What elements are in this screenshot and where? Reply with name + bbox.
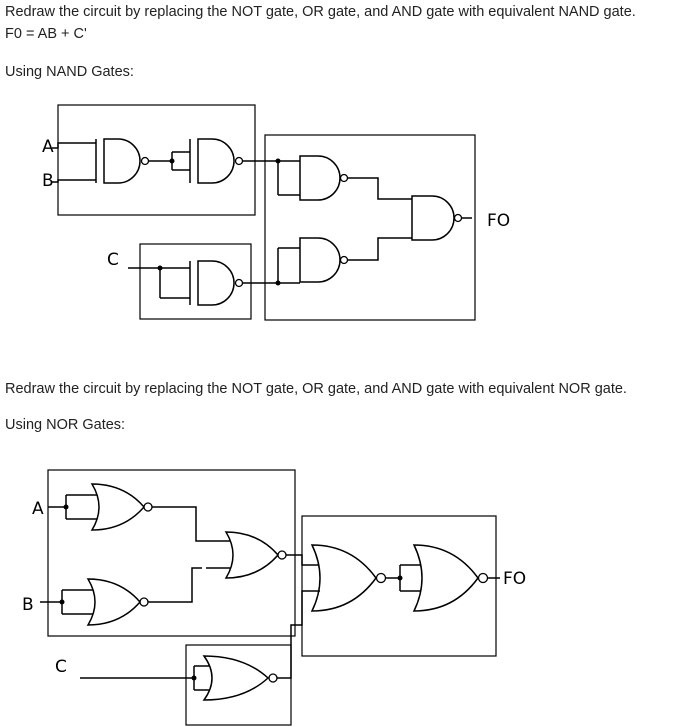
nor-label-c: C xyxy=(55,657,67,677)
nor-gate-3-body xyxy=(226,532,278,578)
nor-label-b: B xyxy=(22,595,34,615)
nor-gate-3-bubble xyxy=(278,551,286,559)
nor-gate-4-body xyxy=(312,545,376,611)
nor-gate-1-bubble xyxy=(144,503,152,511)
nor-gate-6-bubble xyxy=(269,674,277,682)
nor-gate-5-body xyxy=(414,545,478,611)
nand-gate-5-bubble xyxy=(455,215,462,222)
nand-gate-4-inputs xyxy=(160,268,190,298)
nand-gate-6-bubble xyxy=(341,257,348,264)
nor-gate-2-inputs xyxy=(62,590,96,614)
nand-gate-5-body xyxy=(412,196,454,240)
nand-instruction: Redraw the circuit by replacing the NOT gate, OR gate, and AND gate with equivalent NAND gate. xyxy=(5,4,636,20)
nor-subheading: Using NOR Gates: xyxy=(5,417,126,433)
nor-gate-5-bubble xyxy=(479,574,488,583)
nand-wire-g3-g5 xyxy=(347,178,412,199)
nor-gate-2-body xyxy=(88,579,140,625)
nor-gate-5-inputs xyxy=(400,565,422,591)
nor-wire-g3-g4 xyxy=(286,555,320,565)
nand-gate-6-inputs xyxy=(278,248,300,283)
nand-gate-4-bubble xyxy=(236,280,243,287)
nor-gate-2-bubble xyxy=(140,598,148,606)
nor-gate-4-bubble xyxy=(377,574,386,583)
nand-gate-2-inputs xyxy=(172,152,190,170)
nand-diagram xyxy=(42,105,510,320)
nand-label-a: A xyxy=(42,137,54,157)
nor-gate-6-body xyxy=(204,656,268,700)
nor-gate-6-inputs xyxy=(194,666,212,690)
nor-wire-g6-g4 xyxy=(277,591,320,678)
nor-gate-1-body xyxy=(92,484,144,530)
nand-gate-3-body xyxy=(300,156,340,200)
nor-gate-1-inputs xyxy=(66,495,100,519)
nand-wire-b xyxy=(52,180,96,182)
nor-wire-g2-g3 xyxy=(148,568,236,602)
nand-label-fo: FO xyxy=(487,211,511,231)
nand-gate-1-body xyxy=(104,139,140,183)
nand-gate-6-body xyxy=(300,238,340,282)
nor-diagram xyxy=(22,470,526,725)
nand-label-c: C xyxy=(107,250,119,270)
nand-label-b: B xyxy=(42,171,54,191)
nor-wire-g1-g3 xyxy=(152,507,236,541)
nand-wire-g6-g5 xyxy=(347,238,412,260)
expression: F0 = AB + C' xyxy=(5,26,87,42)
nand-wire-a xyxy=(52,143,96,148)
nand-gate-4-body xyxy=(198,261,234,305)
nand-gate-1-bubble xyxy=(142,158,149,165)
nand-subheading: Using NAND Gates: xyxy=(5,64,134,80)
nand-gate-2-body xyxy=(198,139,234,183)
nand-gate-3-bubble xyxy=(341,175,348,182)
nand-gate-3-inputs xyxy=(278,161,300,195)
nor-instruction: Redraw the circuit by replacing the NOT gate, OR gate, and AND gate with equivalent NOR gate. xyxy=(5,381,627,397)
nor-label-a: A xyxy=(32,499,44,519)
nor-label-fo: FO xyxy=(503,569,527,589)
nand-gate-2-bubble xyxy=(236,158,243,165)
